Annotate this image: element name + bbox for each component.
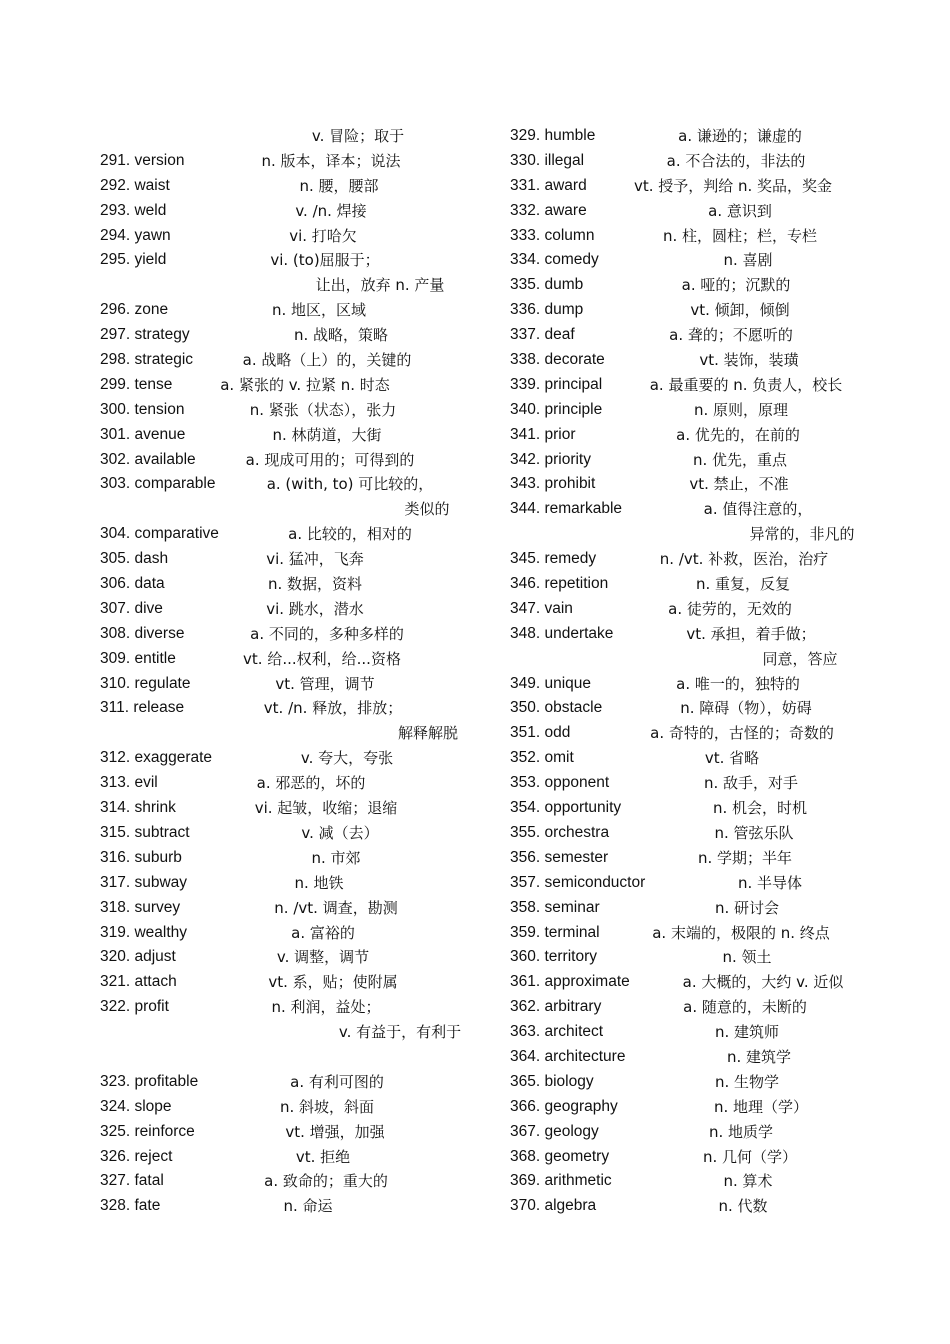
vocab-definition: vt. 装饰，装璜 xyxy=(699,351,799,370)
vocab-definition: n. 几何（学） xyxy=(702,1147,798,1166)
vocab-term: 299. tense xyxy=(100,375,173,393)
vocab-definition: v. /n. 焊接 xyxy=(295,201,367,220)
vocab-term: 352. omit xyxy=(510,749,574,767)
vocab-term: 323. profitable xyxy=(100,1072,199,1090)
vocab-entry xyxy=(510,945,900,970)
vocab-definition: v. 冒险；取于 xyxy=(311,127,405,145)
vocab-definition: a. 最重要的 n. 负责人，校长 xyxy=(649,375,843,394)
vocab-entry xyxy=(100,522,490,547)
vocab-entry xyxy=(100,846,490,871)
vocab-term: 324. slope xyxy=(100,1097,172,1115)
vocab-term: 332. aware xyxy=(510,201,587,219)
vocab-entry xyxy=(100,970,490,995)
vocab-definition: a. 优先的，在前的 xyxy=(676,425,800,444)
vocab-term: 361. approximate xyxy=(510,973,630,991)
vocab-entry xyxy=(100,1120,490,1145)
vocab-definition: a. 有利可图的 xyxy=(290,1072,384,1091)
vocab-definition: n. 半导体 xyxy=(737,873,803,892)
vocab-term: 356. semester xyxy=(510,848,609,866)
vocab-entry xyxy=(100,572,490,597)
vocab-definition: n. 腰，腰部 xyxy=(299,176,379,195)
vocab-term: 292. waist xyxy=(100,176,170,194)
vocab-definition: a. 末端的，极限的 n. 终点 xyxy=(652,923,830,942)
vocab-entry xyxy=(510,746,900,771)
vocab-entry xyxy=(510,1070,900,1095)
vocab-entry xyxy=(510,547,900,572)
vocab-entry xyxy=(510,896,900,921)
vocab-term: 305. dash xyxy=(100,550,169,568)
vocab-definition: n. 利润，益处； xyxy=(271,998,381,1017)
vocab-entry xyxy=(510,522,900,547)
vocab-term: 349. unique xyxy=(510,674,592,692)
vocab-term: 291. version xyxy=(100,151,185,169)
vocab-term: 309. entitle xyxy=(100,649,176,667)
vocab-entry xyxy=(100,1145,490,1170)
vocab-term: 300. tension xyxy=(100,400,185,418)
vocab-definition: 让出，放弃 n. 产量 xyxy=(315,276,445,295)
vocab-term: 342. priority xyxy=(510,450,591,468)
vocab-definition: n. 数据，资料 xyxy=(267,575,363,594)
vocab-definition: n. 机会，时机 xyxy=(712,799,808,818)
vocab-definition: n. 代数 xyxy=(718,1197,768,1216)
vocab-entry xyxy=(510,1045,900,1070)
vocab-term: 348. undertake xyxy=(510,624,614,642)
vocab-entry xyxy=(510,497,900,522)
vocab-entry xyxy=(100,1169,490,1194)
vocab-definition: n. 柱，圆柱；栏，专栏 xyxy=(662,226,818,245)
vocab-term: 303. comparable xyxy=(100,475,216,493)
vocab-definition: vi. 打哈欠 xyxy=(289,226,357,245)
vocab-term: 317. subway xyxy=(100,873,188,891)
vocab-definition: vi. (to)屈服于； xyxy=(270,251,380,270)
vocab-term: 295. yield xyxy=(100,251,167,269)
vocab-definition: a. 致命的；重大的 xyxy=(264,1172,388,1191)
vocab-definition: a. 不同的，多种多样的 xyxy=(250,624,404,643)
vocab-entry xyxy=(510,622,900,647)
vocab-definition: a. 徒劳的，无效的 xyxy=(668,599,792,618)
vocab-term: 296. zone xyxy=(100,301,169,319)
vocab-entry xyxy=(100,472,490,497)
vocab-definition: n. 算术 xyxy=(723,1172,773,1191)
vocab-definition: vt. 倾卸，倾倒 xyxy=(690,301,790,320)
vocab-entry xyxy=(510,398,900,423)
vocab-definition: n. 领土 xyxy=(722,948,772,967)
vocab-term: 297. strategy xyxy=(100,326,190,344)
vocab-term: 314. shrink xyxy=(100,799,176,817)
vocab-term: 321. attach xyxy=(100,973,177,991)
vocab-term: 328. fate xyxy=(100,1197,161,1215)
vocab-term: 333. column xyxy=(510,226,595,244)
vocab-term: 326. reject xyxy=(100,1147,173,1165)
vocab-definition: n. 版本，译本；说法 xyxy=(261,151,401,170)
vocab-entry xyxy=(510,846,900,871)
vocab-entry xyxy=(100,497,490,522)
vocab-entry xyxy=(100,647,490,672)
vocab-definition: a. 意识到 xyxy=(708,201,772,220)
vocab-term: 302. available xyxy=(100,450,196,468)
vocab-entry xyxy=(100,423,490,448)
left-column xyxy=(100,124,490,1219)
vocab-term: 367. geology xyxy=(510,1122,599,1140)
vocab-term: 294. yawn xyxy=(100,226,171,244)
vocab-term: 344. remarkable xyxy=(510,500,623,518)
vocab-definition: n. 敌手，对手 xyxy=(703,774,799,793)
vocab-definition: n. 建筑学 xyxy=(726,1047,792,1066)
vocab-term: 331. award xyxy=(510,176,587,194)
vocab-entry xyxy=(510,149,900,174)
vocab-term: 318. survey xyxy=(100,898,181,916)
vocab-term: 365. biology xyxy=(510,1072,594,1090)
vocab-term: 369. arithmetic xyxy=(510,1172,612,1190)
vocab-definition: n. 研讨会 xyxy=(714,898,780,917)
vocab-term: 337. deaf xyxy=(510,326,575,344)
vocab-term: 364. architecture xyxy=(510,1047,626,1065)
vocab-entry xyxy=(100,174,490,199)
vocab-entry xyxy=(100,821,490,846)
vocab-definition: a. 值得注意的， xyxy=(703,500,813,519)
vocab-entry xyxy=(100,1070,490,1095)
vocab-definition: n. 原则，原理 xyxy=(693,400,789,419)
vocab-entry xyxy=(100,373,490,398)
vocab-definition: n. 地理（学） xyxy=(713,1097,809,1116)
vocab-term: 307. dive xyxy=(100,599,163,617)
vocab-definition: n. 地质学 xyxy=(708,1122,774,1141)
vocab-entry xyxy=(510,572,900,597)
vocab-entry xyxy=(510,373,900,398)
vocab-definition: n. /vt. 补救，医治，治疗 xyxy=(659,550,829,569)
vocab-entry xyxy=(510,472,900,497)
vocab-entry xyxy=(510,273,900,298)
vocab-definition: n. 紧张（状态），张力 xyxy=(249,400,397,419)
vocab-definition: a. 大概的，大约 v. 近似 xyxy=(682,973,844,992)
vocab-term: 336. dump xyxy=(510,301,584,319)
vocab-term: 335. dumb xyxy=(510,276,584,294)
vocab-entry xyxy=(510,248,900,273)
vocab-definition: 同意，答应 xyxy=(762,649,838,668)
vocab-entry xyxy=(100,248,490,273)
vocab-term: 316. suburb xyxy=(100,848,182,866)
vocab-definition: vi. 起皱，收缩；退缩 xyxy=(254,799,398,818)
vocab-term: 330. illegal xyxy=(510,151,585,169)
vocab-entry xyxy=(510,1020,900,1045)
vocab-entry xyxy=(100,921,490,946)
vocab-entry xyxy=(100,696,490,721)
vocab-definition: vt. 系，贴；使附属 xyxy=(268,973,398,992)
vocab-entry xyxy=(100,348,490,373)
vocab-term: 340. principle xyxy=(510,400,603,418)
vocab-term: 319. wealthy xyxy=(100,923,188,941)
vocab-entry xyxy=(510,1120,900,1145)
vocab-term: 334. comedy xyxy=(510,251,599,269)
vocab-entry xyxy=(510,448,900,473)
vocab-entry xyxy=(100,298,490,323)
vocab-definition: a. 随意的，未断的 xyxy=(683,998,807,1017)
vocab-entry xyxy=(510,771,900,796)
vocab-term: 310. regulate xyxy=(100,674,191,692)
vocab-term: 298. strategic xyxy=(100,351,194,369)
vocab-entry xyxy=(100,597,490,622)
vocab-definition: n. 命运 xyxy=(283,1197,333,1216)
vocab-term: 311. release xyxy=(100,699,185,717)
vocab-entry xyxy=(510,1169,900,1194)
vocab-definition: vt. 增强，加强 xyxy=(285,1122,385,1141)
vocab-entry xyxy=(100,871,490,896)
vocab-term: 343. prohibit xyxy=(510,475,596,493)
vocab-entry xyxy=(100,149,490,174)
right-column xyxy=(510,124,900,1219)
vocab-entry xyxy=(510,970,900,995)
vocab-term: 341. prior xyxy=(510,425,576,443)
vocab-term: 322. profit xyxy=(100,998,169,1016)
vocab-definition: a. 现成可用的；可得到的 xyxy=(245,450,415,469)
vocab-term: 327. fatal xyxy=(100,1172,164,1190)
vocab-entry xyxy=(510,1194,900,1219)
vocab-definition: vt. 给...权利，给...资格 xyxy=(243,649,401,668)
vocab-definition: 解释解脱 xyxy=(397,724,459,743)
vocab-entry xyxy=(100,672,490,697)
vocab-definition: a. 比较的，相对的 xyxy=(288,525,412,544)
vocab-entry xyxy=(510,423,900,448)
vocab-definition: n. /vt. 调查，勘测 xyxy=(274,898,398,917)
vocab-entry xyxy=(100,398,490,423)
vocab-term: 325. reinforce xyxy=(100,1122,195,1140)
vocab-definition: n. 学期；半年 xyxy=(697,848,793,867)
vocab-definition: vi. 猛冲，飞奔 xyxy=(266,550,364,569)
vocab-entry xyxy=(100,1045,490,1070)
vocab-entry xyxy=(510,821,900,846)
vocab-entry xyxy=(100,771,490,796)
vocab-term: 347. vain xyxy=(510,599,573,617)
vocab-definition: n. 战略，策略 xyxy=(293,326,389,345)
vocab-term: 355. orchestra xyxy=(510,823,610,841)
vocab-entry xyxy=(510,871,900,896)
vocab-definition: n. 重复，反复 xyxy=(695,575,791,594)
vocab-definition: vt. 禁止，不准 xyxy=(689,475,789,494)
vocab-definition: vt. 省略 xyxy=(704,749,760,768)
vocab-entry xyxy=(100,448,490,473)
vocab-term: 362. arbitrary xyxy=(510,998,602,1016)
vocab-entry xyxy=(100,273,490,298)
vocab-term: 306. data xyxy=(100,575,165,593)
vocab-entry xyxy=(510,672,900,697)
vocab-entry xyxy=(100,1194,490,1219)
vocab-definition: n. 喜剧 xyxy=(723,251,773,270)
vocab-definition: a. 奇特的，古怪的；奇数的 xyxy=(650,724,834,743)
vocab-entry xyxy=(100,796,490,821)
vocab-entry xyxy=(510,224,900,249)
vocab-definition: a. 战略（上）的，关键的 xyxy=(242,351,412,370)
vocab-entry xyxy=(100,199,490,224)
vocab-definition: v. 夸大，夸张 xyxy=(300,749,394,768)
vocab-definition: n. 地铁 xyxy=(294,873,344,892)
vocab-entry xyxy=(100,323,490,348)
vocab-entry xyxy=(510,647,900,672)
vocab-term: 301. avenue xyxy=(100,425,186,443)
vocab-entry xyxy=(510,1095,900,1120)
vocab-term: 313. evil xyxy=(100,774,158,792)
vocab-entry xyxy=(510,1145,900,1170)
vocab-definition: n. 地区，区域 xyxy=(271,301,367,320)
vocab-entry xyxy=(510,348,900,373)
vocab-term: 293. weld xyxy=(100,201,167,219)
vocab-entry xyxy=(510,921,900,946)
vocab-definition: vt. 授予，判给 n. 奖品，奖金 xyxy=(633,176,833,195)
vocab-definition: a. 哑的；沉默的 xyxy=(681,276,791,295)
vocab-term: 339. principal xyxy=(510,375,603,393)
vocab-definition: n. 障碍（物），妨碍 xyxy=(680,699,812,718)
vocab-definition: a. 紧张的 v. 拉紧 n. 时态 xyxy=(220,375,390,394)
vocab-entry xyxy=(510,597,900,622)
vocab-term: 345. remedy xyxy=(510,550,597,568)
vocab-definition: a. 不合法的，非法的 xyxy=(666,151,806,170)
vocab-entry xyxy=(100,945,490,970)
vocab-term: 312. exaggerate xyxy=(100,749,213,767)
vocab-entry xyxy=(100,547,490,572)
vocab-entry xyxy=(510,174,900,199)
vocab-entry xyxy=(100,622,490,647)
vocab-definition: 异常的，非凡的 xyxy=(749,525,855,544)
vocab-term: 353. opponent xyxy=(510,774,610,792)
vocab-term: 359. terminal xyxy=(510,923,600,941)
vocab-definition: v. 调整，调节 xyxy=(276,948,370,967)
vocab-entry xyxy=(510,696,900,721)
vocab-entry xyxy=(100,721,490,746)
vocab-term: 338. decorate xyxy=(510,351,605,369)
vocab-definition: a. 谦逊的；谦虚的 xyxy=(678,127,802,145)
vocab-entry xyxy=(100,896,490,921)
vocab-definition: a. 富裕的 xyxy=(291,923,355,942)
vocab-term: 351. odd xyxy=(510,724,571,742)
vocab-entry xyxy=(100,1095,490,1120)
vocab-term: 360. territory xyxy=(510,948,598,966)
vocab-term: 308. diverse xyxy=(100,624,185,642)
vocab-entry xyxy=(100,124,490,149)
vocab-term: 366. geography xyxy=(510,1097,618,1115)
vocab-definition: 类似的 xyxy=(404,500,450,519)
vocab-entry xyxy=(510,124,900,149)
vocab-definition: v. 有益于，有利于 xyxy=(338,1023,462,1042)
vocab-definition: v. 减（去） xyxy=(301,823,379,842)
vocab-definition: n. 管弦乐队 xyxy=(714,823,794,842)
vocab-term: 304. comparative xyxy=(100,525,219,543)
vocab-definition: a. 唯一的，独特的 xyxy=(676,674,800,693)
vocab-definition: vt. /n. 释放，排放； xyxy=(263,699,403,718)
vocab-entry xyxy=(100,1020,490,1045)
vocab-entry xyxy=(100,746,490,771)
vocab-term: 363. architect xyxy=(510,1023,604,1041)
vocab-term: 329. humble xyxy=(510,127,596,144)
vocab-term: 315. subtract xyxy=(100,823,190,841)
vocab-definition: n. 优先，重点 xyxy=(692,450,788,469)
vocab-term: 350. obstacle xyxy=(510,699,603,717)
vocab-entry xyxy=(510,721,900,746)
vocab-definition: n. 市郊 xyxy=(311,848,361,867)
vocab-definition: a. 聋的；不愿听的 xyxy=(669,326,793,345)
vocab-definition: n. 建筑师 xyxy=(714,1023,780,1042)
vocab-definition: n. 林荫道，大街 xyxy=(272,425,382,444)
vocab-definition: a. 邪恶的，坏的 xyxy=(256,774,366,793)
vocab-term: 368. geometry xyxy=(510,1147,610,1165)
vocab-entry xyxy=(510,323,900,348)
vocab-definition: a. (with, to) 可比较的， xyxy=(266,475,434,494)
vocab-term: 370. algebra xyxy=(510,1197,597,1215)
vocab-entry xyxy=(510,199,900,224)
vocab-term: 354. opportunity xyxy=(510,799,622,817)
vocab-definition: vt. 管理，调节 xyxy=(275,674,375,693)
vocab-term: 346. repetition xyxy=(510,575,609,593)
vocab-definition: vt. 拒绝 xyxy=(295,1147,351,1166)
vocab-definition: vt. 承担，着手做； xyxy=(686,624,816,643)
vocab-entry xyxy=(100,995,490,1020)
vocab-entry xyxy=(510,796,900,821)
vocab-term: 320. adjust xyxy=(100,948,176,966)
vocab-entry xyxy=(510,298,900,323)
vocab-definition: vi. 跳水，潜水 xyxy=(266,599,364,618)
vocab-entry xyxy=(510,995,900,1020)
vocab-term: 357. semiconductor xyxy=(510,873,646,891)
vocab-definition: n. 生物学 xyxy=(714,1072,780,1091)
vocab-definition: n. 斜坡，斜面 xyxy=(279,1097,375,1116)
vocab-term: 358. seminar xyxy=(510,898,600,916)
vocab-entry xyxy=(100,224,490,249)
